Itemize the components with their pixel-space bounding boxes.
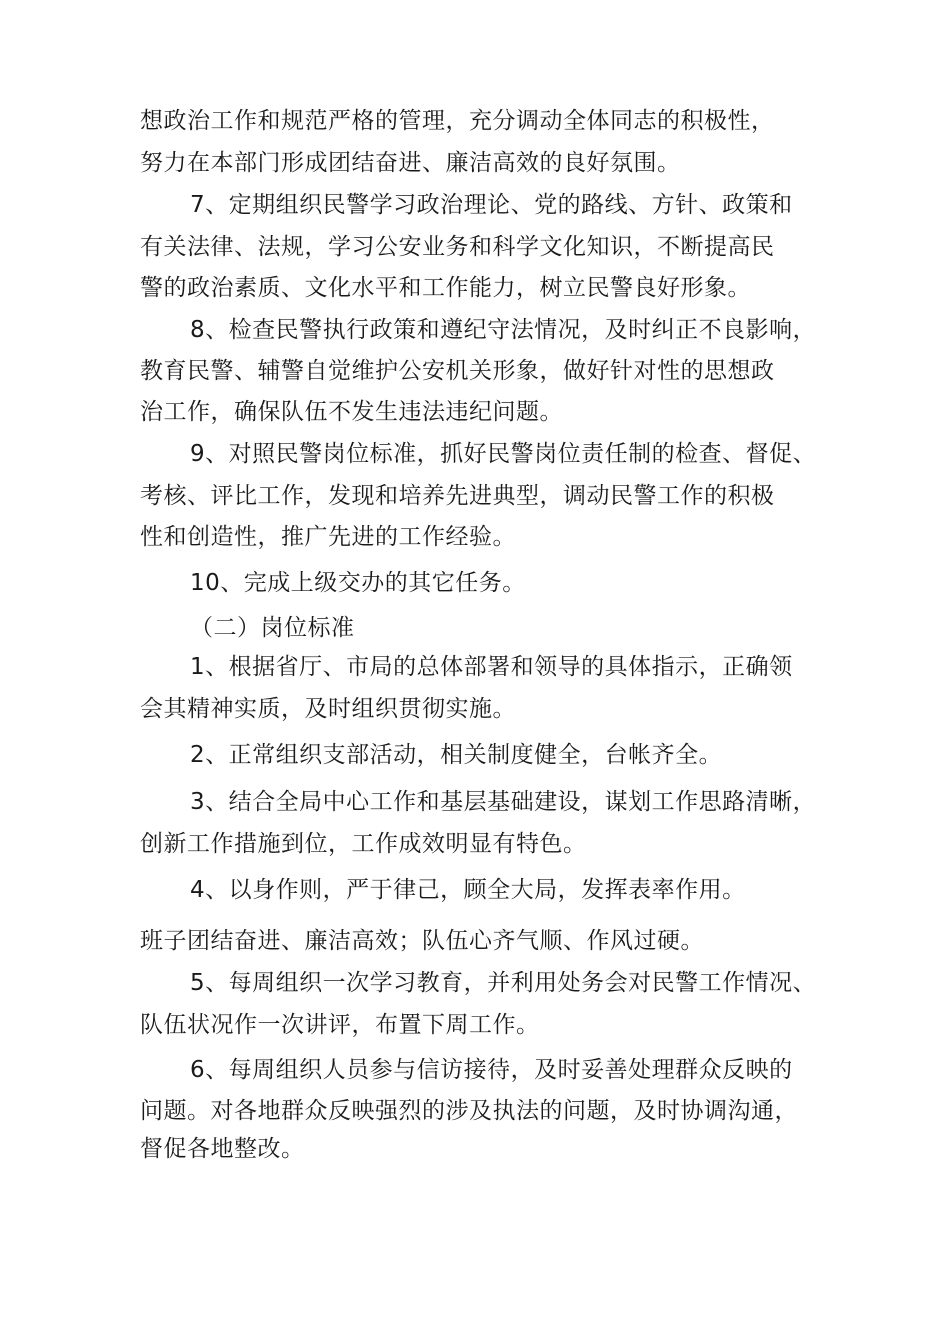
text-line: 努力在本部门形成团结奋进、廉洁高效的良好氛围。 — [140, 150, 681, 176]
text-line: 创新工作措施到位，工作成效明显有特色。 — [140, 831, 587, 857]
text-line: 10、完成上级交办的其它任务。 — [190, 570, 526, 596]
text-line: 4、以身作则，严于律己，顾全大局，发挥表率作用。 — [190, 877, 746, 903]
text-line: 有关法律、法规，学习公安业务和科学文化知识，不断提高民 — [140, 234, 775, 260]
text-line: 5、每周组织一次学习教育，并利用处务会对民警工作情况、 — [190, 970, 817, 996]
text-line: 2、正常组织支部活动，相关制度健全，台帐齐全。 — [190, 742, 723, 768]
text-line: 问题。对各地群众反映强烈的涉及执法的问题，及时协调沟通， — [140, 1098, 798, 1124]
text-line: 性和创造性，推广先进的工作经验。 — [140, 524, 516, 550]
text-line: 队伍状况作一次讲评，布置下周工作。 — [140, 1012, 540, 1038]
text-line: 9、对照民警岗位标准，抓好民警岗位责任制的检查、督促、 — [190, 441, 817, 467]
text-line: 督促各地整改。 — [140, 1136, 305, 1162]
text-line: 想政治工作和规范严格的管理，充分调动全体同志的积极性， — [140, 108, 775, 134]
text-line: 会其精神实质，及时组织贯彻实施。 — [140, 696, 516, 722]
text-line: 6、每周组织人员参与信访接待，及时妥善处理群众反映的 — [190, 1057, 793, 1083]
text-line: 考核、评比工作，发现和培养先进典型，调动民警工作的积极 — [140, 483, 775, 509]
section-heading: （二）岗位标准 — [190, 615, 355, 641]
text-line: 1、根据省厅、市局的总体部署和领导的具体指示，正确领 — [190, 654, 793, 680]
text-line: 教育民警、辅警自觉维护公安机关形象，做好针对性的思想政 — [140, 358, 775, 384]
text-line: 班子团结奋进、廉洁高效；队伍心齐气顺、作风过硬。 — [140, 928, 704, 954]
text-line: 7、定期组织民警学习政治理论、党的路线、方针、政策和 — [190, 192, 793, 218]
text-line: 3、结合全局中心工作和基层基础建设，谋划工作思路清晰， — [190, 789, 817, 815]
text-line: 警的政治素质、文化水平和工作能力，树立民警良好形象。 — [140, 275, 751, 301]
text-line: 治工作，确保队伍不发生违法违纪问题。 — [140, 399, 563, 425]
text-line: 8、检查民警执行政策和遵纪守法情况，及时纠正不良影响， — [190, 317, 817, 343]
